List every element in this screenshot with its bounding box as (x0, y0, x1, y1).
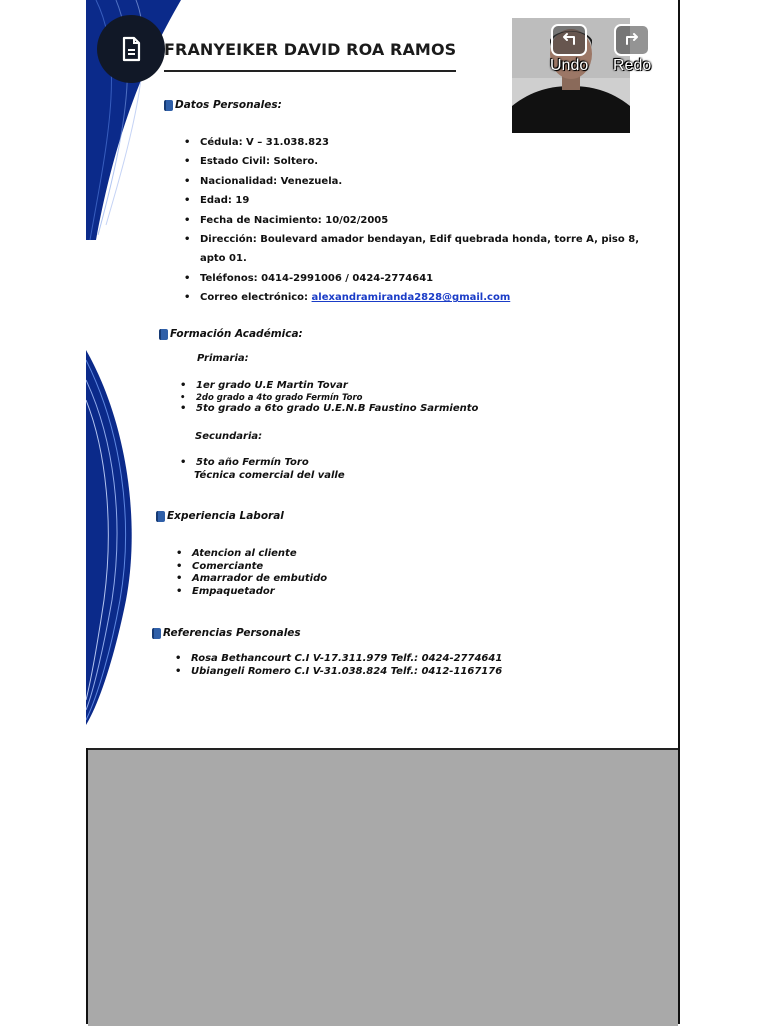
primaria-item: • 5to grado a 6to grado U.E.N.B Faustino Sarmiento (176, 403, 478, 416)
book-icon (156, 511, 165, 522)
redo-label: Redo (613, 57, 652, 74)
cedula: • Cédula: V – 31.038.823 (180, 133, 640, 152)
telefonos: • Teléfonos: 0414-2991006 / 0424-2774641 (180, 269, 640, 288)
direccion: • Dirección: Boulevard amador bendayan, Edif quebrada honda, torre A, piso 8, apto 01. (180, 230, 640, 269)
section-experience (156, 510, 284, 522)
undo-icon (551, 24, 587, 56)
primaria-label: Primaria: (197, 353, 249, 364)
primaria-item: • 1er grado U.E Martin Tovar (176, 380, 478, 393)
personal-list (180, 133, 640, 308)
edad: • Edad: 19 (180, 191, 640, 210)
section-personal-title: Datos Personales: (175, 99, 282, 111)
experience-item: • Empaquetador (172, 586, 327, 599)
experience-item: • Comerciante (172, 561, 327, 574)
experience-item: • Atencion al cliente (172, 548, 327, 561)
document-icon (115, 33, 147, 65)
section-academic-title: Formación Académica: (170, 328, 303, 340)
references-list (171, 653, 502, 678)
section-personal (164, 99, 282, 111)
page-border-left (86, 748, 88, 1024)
resume-name: FRANYEIKER DAVID ROA RAMOS (164, 40, 457, 59)
primaria-list (176, 380, 478, 415)
correo-label: Correo electrónico: (200, 292, 312, 304)
redo-button[interactable] (613, 24, 651, 75)
reference-item: • Rosa Bethancourt C.I V-17.311.979 Telf.: 0424-2774641 (171, 653, 502, 666)
section-references (152, 627, 301, 639)
reference-item: • Ubiangeli Romero C.I V-31.038.824 Telf.: 0412-1167176 (171, 666, 502, 679)
section-references-title: Referencias Personales (163, 627, 301, 639)
fecha-nacimiento: • Fecha de Nacimiento: 10/02/2005 (180, 211, 640, 230)
primaria-item: • 2do grado a 4to grado Fermín Toro (176, 393, 478, 403)
undo-button[interactable] (550, 24, 588, 75)
nacionalidad: • Nacionalidad: Venezuela. (180, 172, 640, 191)
experience-list (172, 548, 327, 598)
viewer-background (88, 748, 678, 1026)
name-underline (164, 70, 456, 72)
book-icon (152, 628, 161, 639)
experience-item: • Amarrador de embutido (172, 573, 327, 586)
secundaria-list (176, 457, 309, 470)
secundaria-label: Secundaria: (195, 431, 263, 442)
section-academic (159, 328, 303, 340)
redo-icon (614, 24, 650, 56)
estado-civil: • Estado Civil: Soltero. (180, 152, 640, 171)
undo-label: Undo (550, 57, 589, 74)
secundaria-extra: Técnica comercial del valle (194, 470, 345, 481)
book-icon (164, 100, 173, 111)
correo (180, 288, 640, 307)
page-border-right (678, 0, 680, 1024)
email-link[interactable]: alexandramiranda2828@gmail.com (311, 292, 511, 304)
section-experience-title: Experiencia Laboral (167, 510, 284, 522)
secundaria-item: • 5to año Fermín Toro (176, 457, 309, 470)
book-icon (159, 329, 168, 340)
document-button[interactable] (97, 15, 165, 83)
